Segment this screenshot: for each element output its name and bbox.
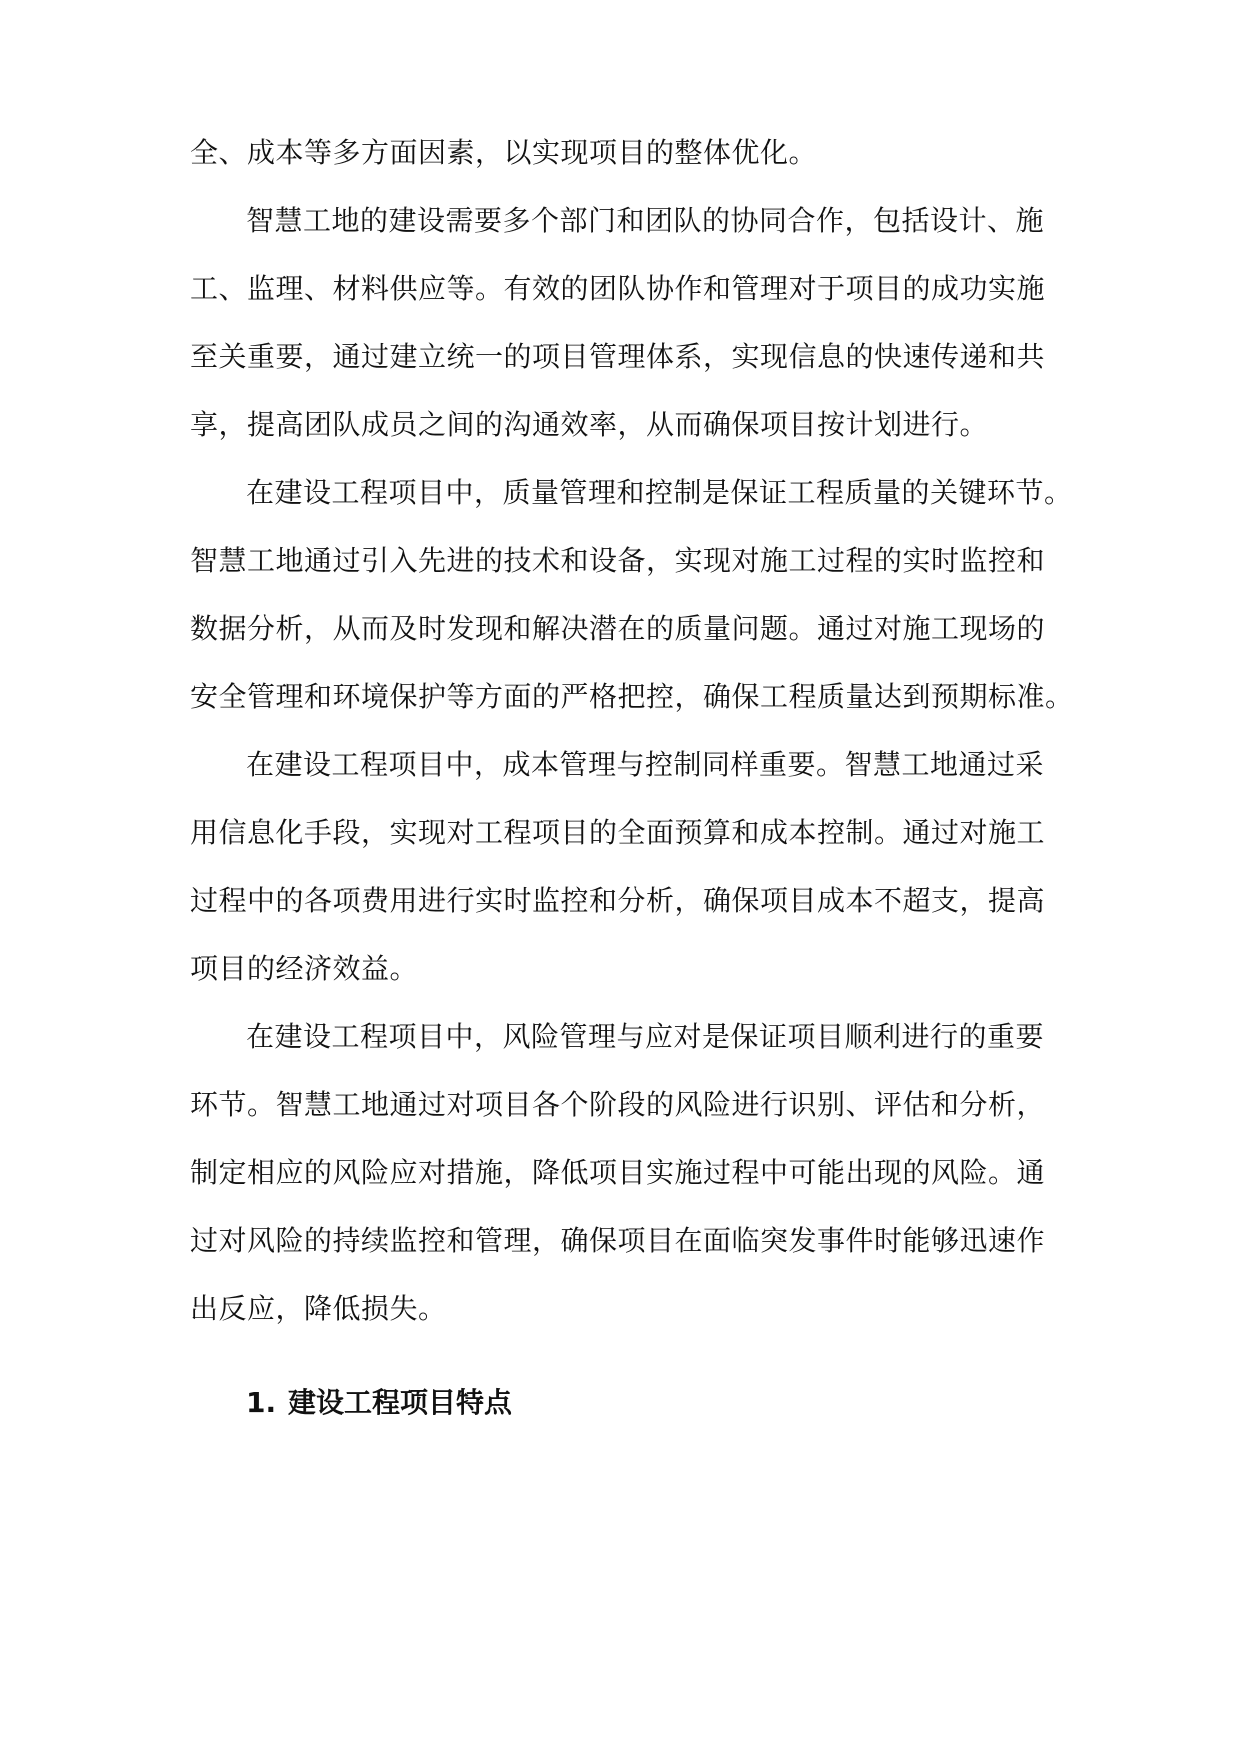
- section-heading-number: 1.: [246, 1386, 277, 1419]
- paragraph-line: 项目的经济效益。: [190, 952, 419, 985]
- paragraph-line: 全、成本等多方面因素，以实现项目的整体优化。: [190, 136, 818, 169]
- paragraph-line: 安全管理和环境保护等方面的严格把控，确保工程质量达到预期标准。: [190, 680, 1074, 713]
- paragraph-line: 在建设工程项目中，质量管理和控制是保证工程质量的关键环节。: [246, 476, 1073, 509]
- section-heading: [246, 1383, 512, 1423]
- paragraph-line: 至关重要，通过建立统一的项目管理体系，实现信息的快速传递和共: [190, 340, 1046, 373]
- paragraph-line: 出反应，降低损失。: [190, 1292, 447, 1325]
- paragraph-line: 过对风险的持续监控和管理，确保项目在面临突发事件时能够迅速作: [190, 1224, 1046, 1257]
- paragraph-line: 过程中的各项费用进行实时监控和分析，确保项目成本不超支，提高: [190, 884, 1046, 917]
- paragraph-line: 智慧工地的建设需要多个部门和团队的协同合作，包括设计、施: [246, 204, 1045, 237]
- paragraph-line: 数据分析，从而及时发现和解决潜在的质量问题。通过对施工现场的: [190, 612, 1046, 645]
- paragraph-line: 环节。智慧工地通过对项目各个阶段的风险进行识别、评估和分析，: [190, 1088, 1046, 1121]
- section-heading-text: 建设工程项目特点: [288, 1386, 513, 1419]
- paragraph-line: 用信息化手段，实现对工程项目的全面预算和成本控制。通过对施工: [190, 816, 1046, 849]
- paragraph-line: 在建设工程项目中，成本管理与控制同样重要。智慧工地通过采: [246, 748, 1045, 781]
- paragraph-line: 智慧工地通过引入先进的技术和设备，实现对施工过程的实时监控和: [190, 544, 1046, 577]
- paragraph-line: 在建设工程项目中，风险管理与应对是保证项目顺利进行的重要: [246, 1020, 1045, 1053]
- paragraph-line: 工、监理、材料供应等。有效的团队协作和管理对于项目的成功实施: [190, 272, 1046, 305]
- paragraph-line: 享，提高团队成员之间的沟通效率，从而确保项目按计划进行。: [190, 408, 989, 441]
- paragraph-line: 制定相应的风险应对措施，降低项目实施过程中可能出现的风险。通: [190, 1156, 1046, 1189]
